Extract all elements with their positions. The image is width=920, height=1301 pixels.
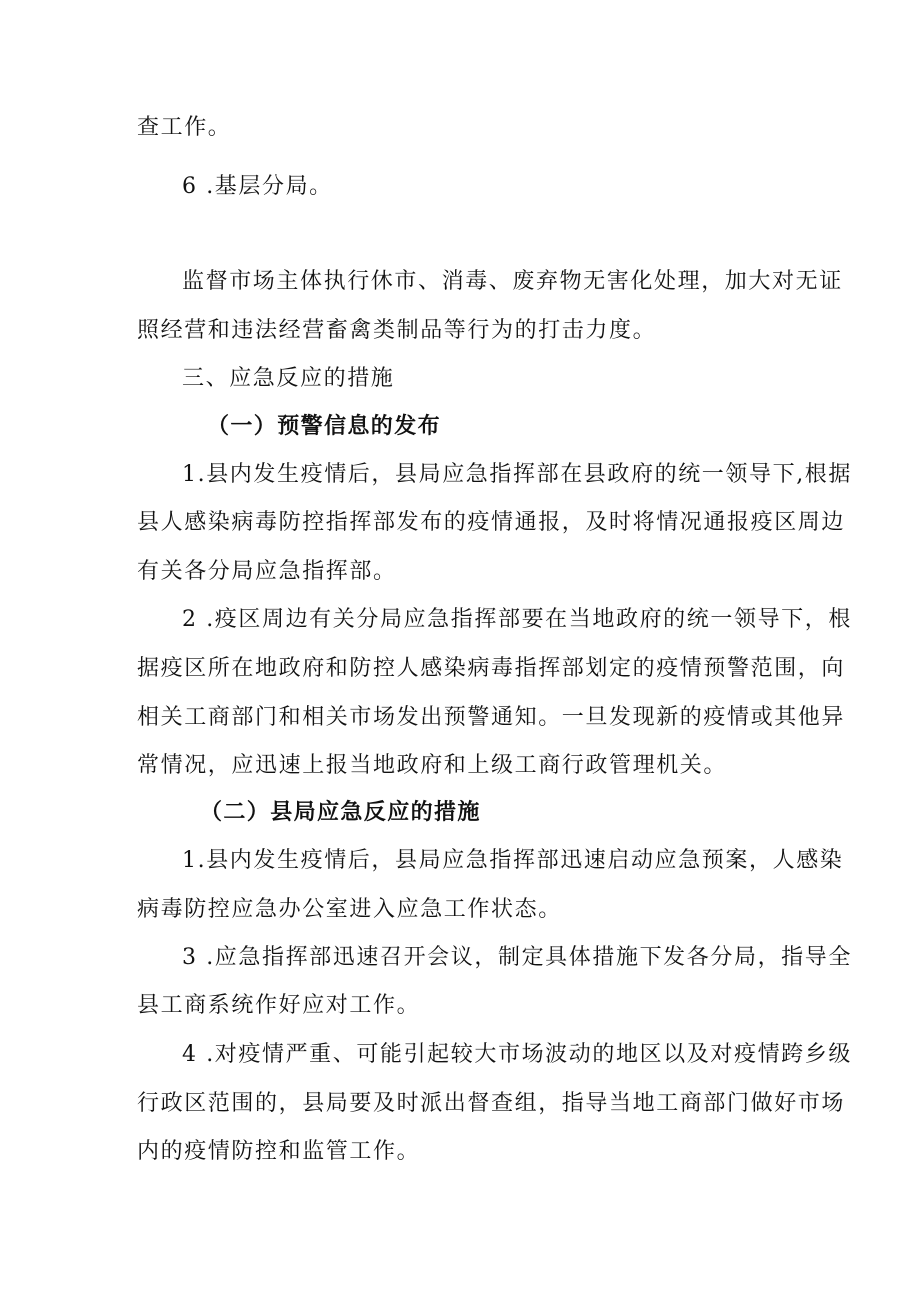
- paragraph-line: 照经营和违法经营畜禽类制品等行为的打击力度。: [137, 318, 657, 343]
- paragraph-line: 有关各分局应急指挥部。: [137, 559, 397, 584]
- paragraph-line: 据疫区所在地政府和防控人感染病毒指挥部划定的疫情预警范围，向: [137, 656, 846, 681]
- paragraph-line: 内的疫情防控和监管工作。: [137, 1139, 421, 1164]
- section-item: 6 .基层分局。: [182, 174, 333, 199]
- paragraph-line: 县工商系统作好应对工作。: [137, 993, 421, 1018]
- paragraph-line: 常情况，应迅速上报当地政府和上级工商行政管理机关。: [137, 753, 728, 778]
- paragraph-line: 监督市场主体执行休市、消毒、废弃物无害化处理，加大对无证: [182, 269, 843, 294]
- paragraph-line: 2 .疫区周边有关分局应急指挥部要在当地政府的统一领导下，根: [182, 607, 852, 632]
- section-heading: 三、应急反应的措施: [182, 366, 395, 391]
- paragraph-line: 相关工商部门和相关市场发出预警通知。一旦发现新的疫情或其他异: [137, 705, 846, 730]
- paragraph-line: 1.县内发生疫情后，县局应急指挥部迅速启动应急预案，人感染: [182, 848, 844, 873]
- subsection-heading: （二）县局应急反应的措施: [200, 799, 481, 825]
- paragraph-line: 3 .应急指挥部迅速召开会议，制定具体措施下发各分局，指导全: [182, 945, 852, 970]
- paragraph-line: 县人感染病毒防控指挥部发布的疫情通报，及时将情况通报疫区周边: [137, 510, 846, 535]
- subsection-heading: （一）预警信息的发布: [207, 413, 442, 439]
- paragraph-line: 病毒防控应急办公室进入应急工作状态。: [137, 897, 562, 922]
- text-line: 查工作。: [137, 115, 232, 140]
- paragraph-line: 行政区范围的，县局要及时派出督查组，指导当地工商部门做好市场: [137, 1091, 846, 1116]
- paragraph-line: 4 .对疫情严重、可能引起较大市场波动的地区以及对疫情跨乡级: [182, 1042, 852, 1067]
- paragraph-line: 1.县内发生疫情后，县局应急指挥部在县政府的统一领导下,根据: [182, 462, 852, 487]
